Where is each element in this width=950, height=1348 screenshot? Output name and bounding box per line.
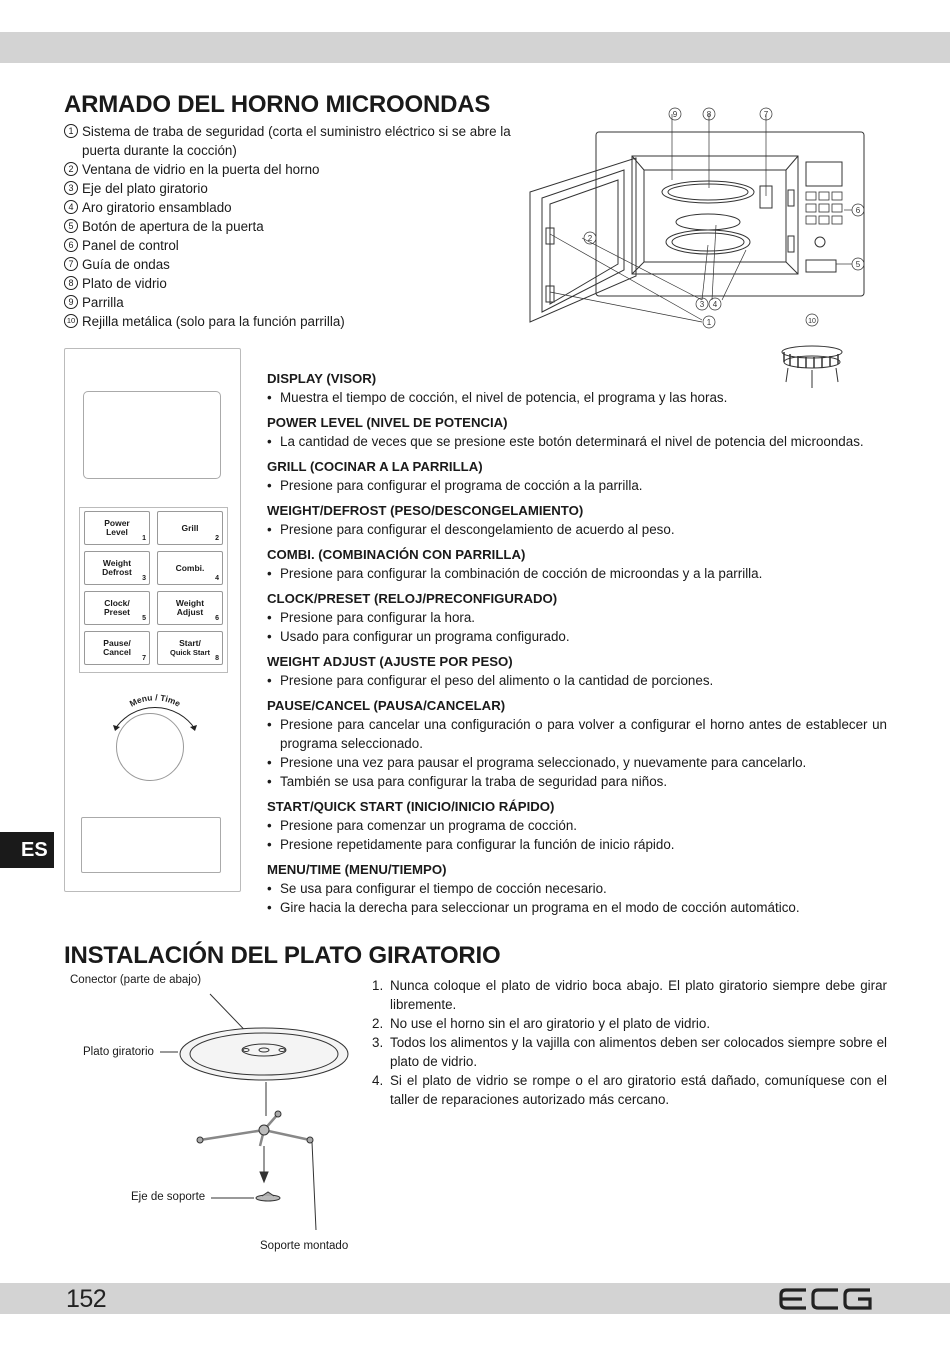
list-item: 6 Panel de control xyxy=(64,236,524,255)
control-title: START/QUICK START (INICIO/INICIO RÁPIDO) xyxy=(267,799,555,814)
weight-defrost-button[interactable]: Weight Defrost 3 xyxy=(84,551,150,585)
control-title: PAUSE/CANCEL (PAUSA/CANCELAR) xyxy=(267,698,506,713)
section-title-assembly: ARMADO DEL HORNO MICROONDAS xyxy=(64,91,491,118)
section-title-turntable: INSTALACIÓN DEL PLATO GIRATORIO xyxy=(64,942,501,969)
list-item: 8 Plato de vidrio xyxy=(64,274,524,293)
turntable-diagram xyxy=(150,990,380,1240)
list-item: 3. Todos los alimentos y la vajilla con alimentos deben ser colocados siempre sobre el plato de vidrio. xyxy=(372,1035,887,1069)
power-level-button[interactable]: Power Level 1 xyxy=(84,511,150,545)
list-item: 4. Si el plato de vidrio se rompe o el aro giratorio está dañado, comuníquese con el taller de reparaciones autorizado más cercano. xyxy=(372,1073,887,1107)
control-title: GRILL (COCINAR A LA PARRILLA) xyxy=(267,459,483,474)
start-quick-start-button[interactable]: Start/ Quick Start 8 xyxy=(157,631,223,665)
bullet: • Usado para configurar un programa configurado. xyxy=(267,627,887,646)
bullet: • Presione para cancelar una configuración o para volver a configurar el horno antes de establecer un programa seleccionado. xyxy=(267,715,887,753)
control-title: DISPLAY (VISOR) xyxy=(267,371,377,386)
display-window xyxy=(83,391,221,479)
control-title: WEIGHT/DEFROST (PESO/DESCONGELAMIENTO) xyxy=(267,503,584,518)
instructions-list xyxy=(372,976,887,1109)
pause-cancel-button[interactable]: Pause/ Cancel 7 xyxy=(84,631,150,665)
list-item: 2. No use el horno sin el aro giratorio y el plato de vidrio. xyxy=(372,1016,711,1031)
list-item: 3 Eje del plato giratorio xyxy=(64,179,524,198)
caption-connector: Conector (parte de abajo) xyxy=(70,974,202,986)
bullet: • Presione para configurar la hora. xyxy=(267,608,887,627)
list-item: 5 Botón de apertura de la puerta xyxy=(64,217,524,236)
callout-label: 4 xyxy=(712,300,718,309)
callout-label: 10 xyxy=(808,318,816,325)
bullet: • Muestra el tiempo de cocción, el nivel de potencia, el programa y las horas. xyxy=(267,388,887,407)
clock-preset-button[interactable]: Clock/ Preset 5 xyxy=(84,591,150,625)
control-title: WEIGHT ADJUST (AJUSTE POR PESO) xyxy=(267,654,513,669)
callout-label: 8 xyxy=(706,110,712,119)
control-panel-illustration xyxy=(64,348,241,892)
bullet: • La cantidad de veces que se presione este botón determinará el nivel de potencia del microondas. xyxy=(267,432,887,451)
microwave-diagram xyxy=(526,100,866,400)
caption-plate: Plato giratorio xyxy=(83,1046,154,1058)
control-title: MENU/TIME (MENU/TIEMPO) xyxy=(267,862,447,877)
header-bar xyxy=(0,32,950,63)
bullet: • También se usa para configurar la traba de seguridad para niños. xyxy=(267,772,887,791)
ecg-logo-icon xyxy=(778,1287,874,1311)
control-title: POWER LEVEL (NIVEL DE POTENCIA) xyxy=(267,415,508,430)
callout-label: 3 xyxy=(699,300,705,309)
weight-adjust-button[interactable]: Weight Adjust 6 xyxy=(157,591,223,625)
callout-label: 1 xyxy=(706,318,712,327)
callout-label: 5 xyxy=(855,260,861,269)
door-release-area xyxy=(81,817,221,873)
bullet: • Presione repetidamente para configurar la función de inicio rápido. xyxy=(267,835,887,854)
bullet: • Se usa para configurar el tiempo de cocción necesario. xyxy=(267,879,887,898)
svg-text:Menu / Time: Menu / Time xyxy=(127,692,183,709)
callout-label: 7 xyxy=(763,110,769,119)
control-title: COMBI. (COMBINACIÓN CON PARRILLA) xyxy=(267,547,526,562)
bullet: • Presione para configurar la combinación de cocción de microondas y a la parrilla. xyxy=(267,564,887,583)
caption-shaft: Eje de soporte xyxy=(131,1191,206,1203)
list-item: 9 Parrilla xyxy=(64,293,524,312)
control-title: CLOCK/PRESET (RELOJ/PRECONFIGURADO) xyxy=(267,591,558,606)
list-item: 7 Guía de ondas xyxy=(64,255,524,274)
controls-description xyxy=(267,369,887,917)
list-item: 1 Sistema de traba de seguridad (corta el suministro eléctrico si se abre la puerta durante la cocción) xyxy=(64,122,524,160)
list-item: 2 Ventana de vidrio en la puerta del horno xyxy=(64,160,524,179)
bullet: • Presione una vez para pausar el programa seleccionado, y nuevamente para cancelarlo. xyxy=(267,753,887,772)
bullet: • Presione para configurar el descongelamiento de acuerdo al peso. xyxy=(267,520,887,539)
bullet: • Gire hacia la derecha para seleccionar un programa en el modo de cocción automático. xyxy=(267,898,887,917)
callout-label: 9 xyxy=(672,110,678,119)
parts-list xyxy=(64,122,524,331)
roller-support-icon xyxy=(197,1111,313,1146)
menu-time-knob[interactable] xyxy=(116,713,184,781)
combi-button[interactable]: Combi. 4 xyxy=(157,551,223,585)
callout-label: 2 xyxy=(587,234,593,243)
callout-label: 6 xyxy=(855,206,861,215)
bullet: • Presione para configurar el programa de cocción a la parrilla. xyxy=(267,476,887,495)
button-grid xyxy=(79,507,228,673)
list-item: 4 Aro giratorio ensamblado xyxy=(64,198,524,217)
bullet: • Presione para configurar el peso del alimento o la cantidad de porciones. xyxy=(267,671,887,690)
caption-support: Soporte montado xyxy=(260,1240,349,1252)
page-number: 152 xyxy=(66,1285,107,1313)
language-tab: ES xyxy=(0,832,54,868)
list-item: 1. Nunca coloque el plato de vidrio boca abajo. El plato giratorio siempre debe girar libremente. xyxy=(372,978,887,1012)
grill-button[interactable]: Grill 2 xyxy=(157,511,223,545)
list-item: 10 Rejilla metálica (solo para la función parrilla) xyxy=(64,312,524,331)
bullet: • Presione para comenzar un programa de cocción. xyxy=(267,816,887,835)
